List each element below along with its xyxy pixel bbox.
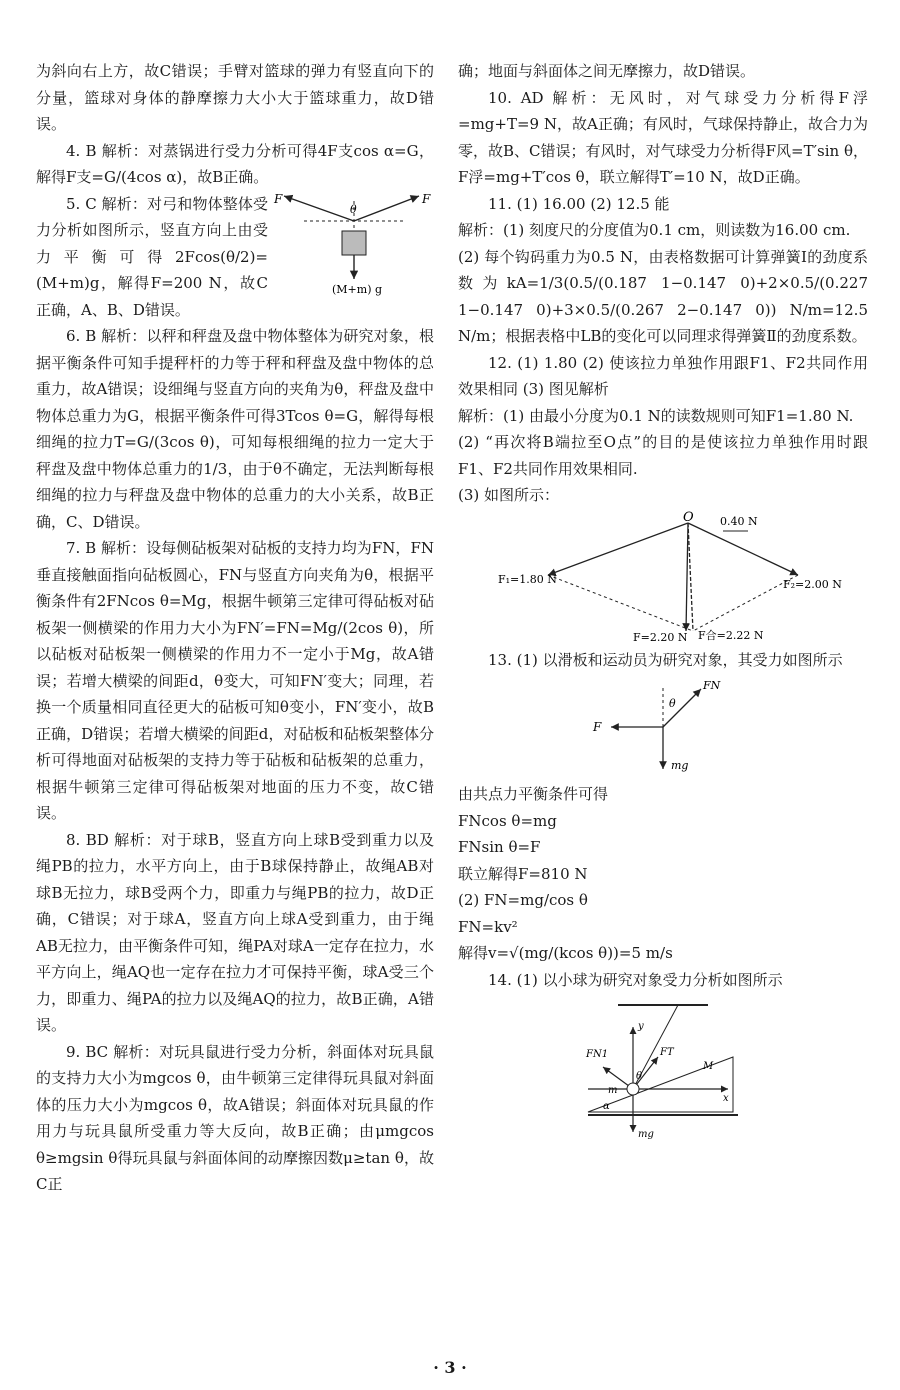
answer-11-part1: 解析：(1) 刻度尺的分度值为0.1 cm，则读数为16.00 cm. (458, 221, 851, 239)
label-scale: 0.40 N (720, 514, 758, 528)
paragraph-continued-right: 确；地面与斜面体之间无摩擦力，故D错误。 (458, 62, 756, 80)
answer-13-header: 13. (1) 以滑板和运动员为研究对象，其受力如图所示 (488, 650, 843, 669)
label-m-big: M (703, 1061, 714, 1072)
answer-12-header: 12. (1) 1.80 (2) 使该拉力单独作用跟F1、F2共同作用效果相同 (3) 图见解析 (458, 353, 868, 398)
label-f-13: F (593, 720, 602, 734)
answer-12-part2: (2) “再次将B端拉至O点”的目的是使该拉力单独作用时跟F1、F2共同作用效果相同. (458, 433, 868, 478)
label-theta-13: θ (669, 697, 676, 710)
answer-9: 9. BC 解析：对玩具鼠进行受力分析，斜面体对玩具鼠的支持力大小为mgcos θ，由牛顿第三定律得玩具鼠对斜面体的压力大小为mgcos θ，故A错误；斜面体对玩具鼠的作用力与玩具鼠所受重力等大反向，故B正确；由μmgcos θ≥mgsin θ得玩具鼠与斜面体间的动摩擦因数μ≥tan θ，故C正 (36, 1042, 434, 1193)
label-f: F=2.20 N (633, 630, 688, 644)
label-m-small: m (608, 1085, 618, 1096)
label-f-resultant: F合=2.22 N (698, 628, 764, 642)
text-equilibrium: 由共点力平衡条件可得 (458, 785, 609, 803)
answer-12-part1: 解析：(1) 由最小分度为0.1 N的读数规则可知F1=1.80 N. (458, 406, 854, 425)
label-f1: F₁=1.80 N (498, 572, 557, 586)
eq-result-v: 解得v=√(mg/(kcos θ))=5 m/s (458, 944, 673, 962)
eq-fn-kv: FN=kv² (458, 917, 518, 936)
answer-5: 5. C 解析：对弓和物体整体受力分析如图所示，竖直方向上由受力平衡可得2Fcos(θ/2)=(M+m)g，解得F=200 N，故C正确，A、B、D错误。 (36, 194, 268, 319)
label-f2: F₂=2.00 N (783, 577, 842, 591)
bow-force-diagram (274, 191, 434, 296)
label-o: O (683, 509, 694, 525)
label-alpha: α (603, 1101, 610, 1112)
label-x: x (723, 1093, 729, 1104)
label-fn1: FN1 (586, 1049, 609, 1060)
label-theta-14: θ (636, 1071, 643, 1082)
answer-10: 10. AD 解析：无风时，对气球受力分析得F浮=mg+T=9 N，故A正确；有风时，气球保持静止，故合力为零，故B、C错误；有风时，对气球受力分析得F风=T′sin θ，F浮=mg+T′cos θ，联立解得T′=10 N，故D正确。 (458, 88, 868, 186)
label-ft: FT (660, 1047, 674, 1058)
label-mg: mg (671, 759, 689, 772)
answer-11-part2: (2) 每个钩码重力为0.5 N，由表格数据可计算弹簧Ⅰ的劲度系数为kA=1/3(0.5/(0.187 1−0.147 0)+2×0.5/(0.227 1−0.147 0)+3×0.5/(0.267 2−0.147 0)) N/m=12.5 N/m；根据表格中LB的变化可以同理求得弹簧Ⅱ的劲度系数。 (458, 247, 868, 345)
answer-8: 8. BD 解析：对于球B，竖直方向上球B受到重力以及绳PB的拉力，水平方向上，由于B球保持静止，故绳AB对球B无拉力，球B受两个力，即重力与绳PB的拉力，故D正确，C错误；对于球A，竖直方向上球A受到重力，由于绳AB无拉力，由平衡条件可知，绳PA对球A一定存在拉力，水平方向上，绳AQ也一定存在拉力才可保持平衡，球A受三个力，即重力、绳PA的拉力以及绳AQ的拉力，故B正确，A错误。 (36, 830, 434, 1034)
page-number: · 3 · (433, 1358, 467, 1377)
answer-14-header: 14. (1) 以小球为研究对象受力分析如图所示 (488, 970, 783, 989)
answer-7: 7. B 解析：设每侧砧板架对砧板的支持力均为FN，FN垂直接触面指向砧板圆心，FN与竖直方向夹角为θ，根据平衡条件有2FNcos θ=Mg，根据牛顿第三定律可得砧板对砧板架一侧横梁的作用力大小为FN′=FN=Mg/(2cos θ)，所以砧板对砧板架一侧横梁的作用力不一定小于Mg，故A错误；若增大横梁的间距d，θ变大，可知FN′变大；同理，若换一个质量相同直径更大的砧板可知θ变小，FN′变小，故B正确，D错误；若增大横梁的间距d，对砧板和砧板架整体分析可得地面对砧板架的支持力等于砧板和砧板架的总重力，根据牛顿第三定律可得砧板架对地面的压力不变，故C错误。 (36, 539, 434, 822)
eq-fn-sin: FNsin θ=F (458, 838, 541, 856)
label-f-right: F (422, 191, 431, 206)
label-f-left: F (274, 191, 283, 206)
paragraph-continued: 为斜向右上方，故C错误；手臂对篮球的弹力有竖直向下的分量，篮球对身体的静摩擦力大小大于篮球重力，故D错误。 (36, 62, 434, 133)
eq-fn-cos: FNcos θ=mg (458, 811, 557, 830)
ball-force-diagram (578, 997, 748, 1142)
eq-fn-mg: (2) FN=mg/cos θ (458, 891, 588, 909)
label-y: y (638, 1021, 644, 1032)
label-fn: FN (703, 679, 721, 692)
answer-5-block (36, 191, 434, 324)
label-mg-14: mg (638, 1129, 654, 1140)
answer-4: 4. B 解析：对蒸锅进行受力分析可得4F支cos α=G，解得F支=G/(4cos α)，故B正确。 (36, 141, 434, 186)
label-weight: (M+m) g (332, 282, 383, 296)
answer-12-part3: (3) 如图所示： (458, 486, 560, 504)
skateboard-force-diagram (583, 677, 743, 777)
answer-11-header: 11. (1) 16.00 (2) 12.5 能 (488, 194, 670, 213)
force-parallelogram-diagram (498, 509, 842, 644)
answer-6: 6. B 解析：以秤和秤盘及盘中物体整体为研究对象，根据平衡条件可知手提秤杆的力等于秤和秤盘及盘中物体的总重力，故A错误；设细绳与竖直方向的夹角为θ，秤盘及盘中物体总重力为G，根据平衡条件可得3Tcos θ=G，解得每根细绳的拉力T=G/(3cos θ)，可知每根细绳的拉力一定大于秤盘及盘中物体总重力的1/3，由于θ不确定，无法判断每根细绳的拉力与秤盘及盘中物体的总重力的大小关系，故B正确，C、D错误。 (36, 327, 434, 531)
label-theta: θ (350, 202, 357, 216)
right-column (458, 58, 868, 1146)
eq-result-f: 联立解得F=810 N (458, 864, 588, 883)
left-column (36, 58, 434, 1198)
